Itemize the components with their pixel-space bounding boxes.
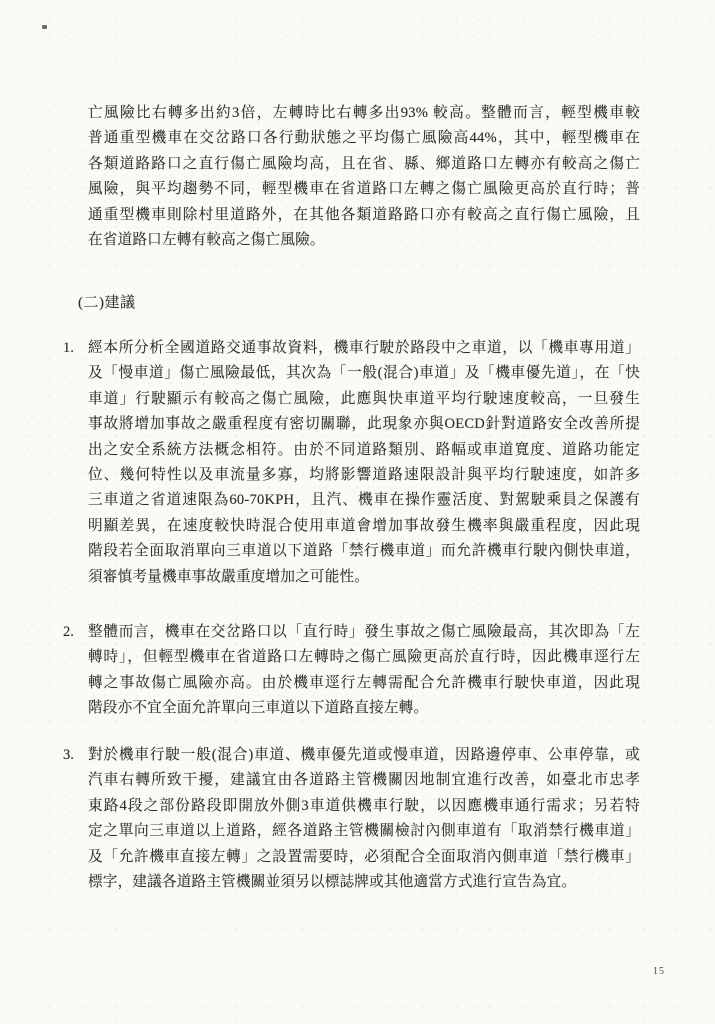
text-line: 車道」行駛顯示有較高之傷亡風險，此應與快車道平均行駛速度較高，一旦發生 xyxy=(88,390,640,407)
text-line: 轉時」，但輕型機車在省道路口左轉時之傷亡風險更高於直行時，因此機車逕行左 xyxy=(88,649,640,666)
item-number: 2. xyxy=(63,624,74,640)
text-line: 經本所分析全國道路交通事故資料，機車行駛於路段中之車道，以「機車專用道」 xyxy=(88,340,640,356)
text-line: 位、幾何特性以及車流量多寡，均將影響道路速限設計與平均行駛速度，如許多 xyxy=(88,466,640,483)
text-line: 事故將增加事故之嚴重程度有密切關聯，此現象亦與OECD針對道路安全改善所提 xyxy=(88,416,640,433)
text-line: 出之安全系統方法概念相符。由於不同道路類別、路幅或車道寬度、道路功能定 xyxy=(88,441,640,458)
item-text xyxy=(88,336,640,590)
intro-paragraph xyxy=(88,101,640,253)
text-line: 三車道之省道速限為60-70KPH，且汽、機車在操作靈活度、對駕駛乘員之保護有 xyxy=(88,492,640,509)
text-line: 階段若全面取消單向三車道以下道路「禁行機車道」而允許機車行駛內側快車道， xyxy=(88,543,640,560)
recommendation-item-1 xyxy=(63,336,640,590)
item-text xyxy=(88,620,640,722)
text-line: 通重型機車則除村里道路外，在其他各類道路路口亦有較高之直行傷亡風險，且 xyxy=(88,206,640,223)
page-number: 15 xyxy=(653,966,665,977)
text-line: 階段亦不宜全面允許單向三車道以下道路直接左轉。 xyxy=(88,700,429,717)
text-line: 亡風險比右轉多出約3倍，左轉時比右轉多出93% 較高。整體而言，輕型機車較 xyxy=(88,105,640,121)
text-line: 及「允許機車直接左轉」之設置需要時，必須配合全面取消內側車道「禁行機車」 xyxy=(88,848,640,865)
text-line: 轉之事故傷亡風險亦高。由於機車逕行左轉需配合允許機車行駛快車道，因此現 xyxy=(88,674,640,691)
text-line: 定之單向三車道以上道路，經各道路主管機關檢討內側車道有「取消禁行機車道」 xyxy=(88,823,640,840)
text-line: 東路4段之部份路段即開放外側3車道供機車行駛，以因應機車通行需求；另若特 xyxy=(88,797,640,814)
text-line: 汽車右轉所致干擾，建議宜由各道路主管機關因地制宜進行改善，如臺北市忠孝 xyxy=(88,772,640,789)
item-number: 1. xyxy=(63,340,74,356)
section-heading: (二)建議 xyxy=(78,295,136,311)
item-number: 3. xyxy=(63,747,74,763)
text-line: 須審慎考量機車事故嚴重度增加之可能性。 xyxy=(88,568,370,585)
text-line: 明顯差異，在速度較快時混合使用車道會增加事故發生機率與嚴重程度，因此現 xyxy=(88,517,640,534)
item-text xyxy=(88,743,640,895)
text-line: 各類道路路口之直行傷亡風險均高，且在省、縣、鄉道路口左轉亦有較高之傷亡 xyxy=(88,155,640,172)
text-line: 及「慢車道」傷亡風險最低，其次為「一般(混合)車道」及「機車優先道」，在「快 xyxy=(88,365,640,382)
scan-artifact xyxy=(42,25,47,29)
text-line: 普通重型機車在交岔路口各行動狀態之平均傷亡風險高44%，其中，輕型機車在 xyxy=(88,130,640,147)
text-line: 整體而言，機車在交岔路口以「直行時」發生事故之傷亡風險最高，其次即為「左 xyxy=(88,624,640,640)
recommendation-item-3 xyxy=(63,743,640,895)
text-line: 在省道路口左轉有較高之傷亡風險。 xyxy=(88,231,325,248)
text-line: 對於機車行駛一般(混合)車道、機車優先道或慢車道，因路邊停車、公車停靠，或 xyxy=(88,747,640,763)
text-line: 風險，與平均趨勢不同，輕型機車在省道路口左轉之傷亡風險更高於直行時；普 xyxy=(88,181,640,198)
recommendation-item-2 xyxy=(63,620,640,722)
text-line: 標字，建議各道路主管機關並須另以標誌牌或其他適當方式進行宣告為宜。 xyxy=(88,873,577,890)
